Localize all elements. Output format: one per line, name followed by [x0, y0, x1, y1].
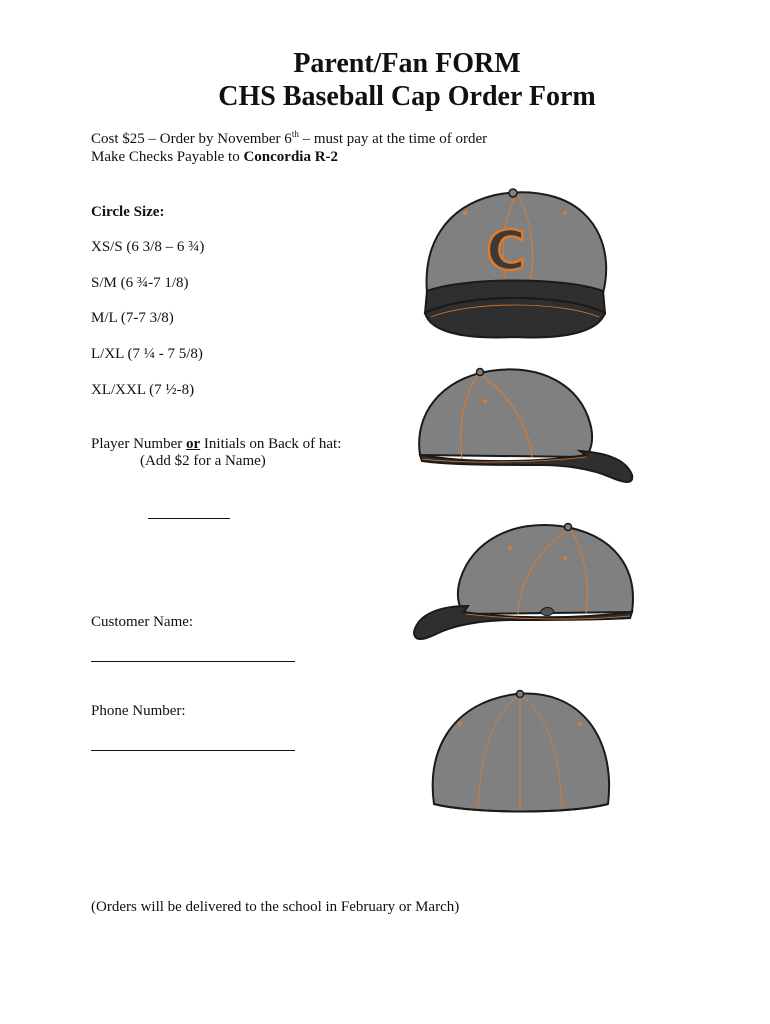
checks-prefix: Make Checks Payable to: [91, 149, 244, 165]
personalization-text-rest: Initials on Back of hat:: [200, 436, 342, 452]
form-title: Parent/Fan FORM: [293, 48, 521, 79]
cap-left-side-image: [410, 520, 640, 660]
phone-number-label: Phone Number:: [91, 703, 186, 719]
cost-line: [91, 130, 487, 148]
size-option[interactable]: XL/XXL (7 ½-8): [91, 382, 195, 398]
cap-back-image: [420, 688, 620, 828]
customer-name-label: Customer Name:: [91, 614, 194, 630]
checks-payee: Concordia R-2: [243, 149, 339, 165]
size-option[interactable]: XS/S (6 3/8 – 6 ¾): [91, 239, 205, 255]
personalization-or: or: [185, 436, 201, 452]
phone-number-field[interactable]: [91, 750, 295, 751]
form-subtitle: CHS Baseball Cap Order Form: [218, 81, 596, 112]
size-option[interactable]: L/XL (7 ¼ - 7 5/8): [91, 346, 203, 362]
personalization-note: (Add $2 for a Name): [140, 453, 266, 469]
personalization-blank[interactable]: [148, 518, 230, 519]
customer-name-field[interactable]: [91, 661, 295, 662]
cost-text: Cost $25 – Order by November 6: [91, 131, 292, 147]
personalization-text: Player Number: [91, 436, 186, 452]
delivery-note: (Orders will be delivered to the school in February or March): [91, 899, 460, 915]
size-option[interactable]: S/M (6 ¾-7 1/8): [91, 275, 189, 291]
checks-line: [91, 148, 338, 166]
size-option[interactable]: M/L (7-7 3/8): [91, 310, 174, 326]
cap-letter-c: C: [486, 219, 526, 282]
personalization-label: [91, 435, 341, 453]
cost-superscript: th: [291, 129, 299, 139]
cap-right-side-image: [410, 365, 640, 500]
cost-text-rest: – must pay at the time of order: [298, 131, 488, 147]
size-heading: Circle Size:: [91, 204, 165, 220]
cap-front-image: [405, 185, 625, 340]
